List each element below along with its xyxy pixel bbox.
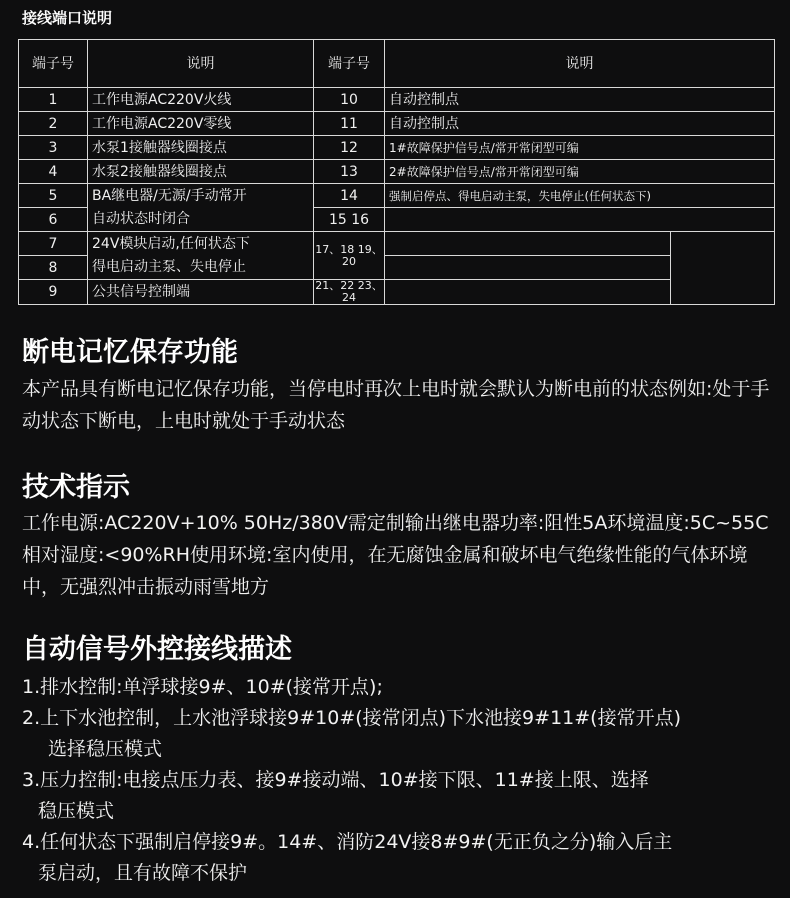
terminal-desc bbox=[385, 280, 671, 305]
list-item bbox=[22, 703, 787, 765]
terminal-desc: 自动控制点 bbox=[385, 88, 775, 112]
page-title: 接线端口说明 bbox=[22, 9, 113, 27]
terminal-num: 11 bbox=[314, 112, 385, 136]
list-item bbox=[22, 827, 787, 889]
terminal-num: 21、22 23、24 bbox=[315, 279, 383, 304]
terminal-desc: 强制启停点、得电启动主泵，失电停止(任何状态下) bbox=[385, 184, 775, 208]
terminal-extra-cell bbox=[671, 232, 775, 305]
table-row bbox=[19, 208, 775, 232]
terminal-num: 4 bbox=[19, 160, 88, 184]
auto-wiring-list bbox=[22, 672, 787, 889]
terminal-desc bbox=[385, 208, 775, 232]
header-terminal-right: 端子号 bbox=[314, 40, 385, 88]
terminal-desc: 公共信号控制端 bbox=[88, 280, 314, 305]
table-header-row bbox=[19, 40, 775, 88]
terminal-num: 17、18 19、20 bbox=[314, 232, 385, 280]
table-row bbox=[19, 232, 775, 256]
table-row bbox=[19, 280, 775, 305]
terminal-desc bbox=[385, 256, 671, 280]
list-item bbox=[22, 765, 787, 827]
terminal-num: 12 bbox=[314, 136, 385, 160]
terminal-num: 2 bbox=[19, 112, 88, 136]
terminal-desc: 得电启动主泵、失电停止 bbox=[88, 256, 314, 280]
list-item-continuation: 稳压模式 bbox=[38, 800, 115, 822]
terminal-num: 8 bbox=[19, 256, 88, 280]
list-item-line: 4.任何状态下强制启停接9#。14#、消防24V接8#9#(无正负之分)输入后主 bbox=[22, 831, 673, 853]
terminal-num: 14 bbox=[314, 184, 385, 208]
terminal-desc: 水泵1接触器线圈接点 bbox=[88, 136, 314, 160]
terminal-desc: 自动状态时闭合 bbox=[88, 208, 314, 232]
header-desc-right: 说明 bbox=[385, 40, 775, 88]
terminal-num: 10 bbox=[314, 88, 385, 112]
terminal-port-table bbox=[18, 39, 775, 305]
list-item-line: 3.压力控制:电接点压力表、接9#接动端、10#接下限、11#接上限、选择 bbox=[22, 769, 649, 791]
terminal-desc: 工作电源AC220V零线 bbox=[88, 112, 314, 136]
table-row bbox=[19, 256, 775, 280]
terminal-desc bbox=[385, 232, 671, 256]
terminal-num: 5 bbox=[19, 184, 88, 208]
list-item-continuation: 选择稳压模式 bbox=[48, 738, 163, 760]
terminal-desc: 2#故障保护信号点/常开常闭型可编 bbox=[385, 160, 775, 184]
tech-section-text: 工作电源:AC220V+10% 50Hz/380V需定制输出继电器功率:阻性5A环境温度:5C~55C相对湿度:<90%RH使用环境:室内使用，在无腐蚀金属和破坏电气绝缘性能的气体环境中，无强烈冲击振动雨雪地方 bbox=[22, 512, 769, 598]
terminal-num: 3 bbox=[19, 136, 88, 160]
terminal-num: 15 16 bbox=[314, 208, 385, 232]
list-item-continuation: 泵启动，且有故障不保护 bbox=[38, 862, 248, 884]
list-item-line: 2.上下水池控制，上水池浮球接9#10#(接常闭点)下水池接9#11#(接常开点) bbox=[22, 707, 681, 729]
terminal-num: 7 bbox=[19, 232, 88, 256]
table-row bbox=[19, 160, 775, 184]
header-terminal-left: 端子号 bbox=[19, 40, 88, 88]
terminal-num: 6 bbox=[19, 208, 88, 232]
terminal-num: 13 bbox=[314, 160, 385, 184]
list-item: 1.排水控制:单浮球接9#、10#(接常开点); bbox=[22, 676, 383, 698]
terminal-desc: BA继电器/无源/手动常开 bbox=[88, 184, 314, 208]
table-row bbox=[19, 184, 775, 208]
terminal-desc: 24V模块启动,任何状态下 bbox=[88, 232, 314, 256]
table-row bbox=[19, 88, 775, 112]
memory-section-title: 断电记忆保存功能 bbox=[22, 337, 238, 368]
terminal-num: 9 bbox=[19, 280, 88, 305]
terminal-desc: 水泵2接触器线圈接点 bbox=[88, 160, 314, 184]
header-desc-left: 说明 bbox=[88, 40, 314, 88]
auto-section-title: 自动信号外控接线描述 bbox=[22, 634, 292, 665]
table-row bbox=[19, 112, 775, 136]
terminal-desc: 工作电源AC220V火线 bbox=[88, 88, 314, 112]
terminal-num: 1 bbox=[19, 88, 88, 112]
tech-section-title: 技术指示 bbox=[22, 472, 130, 503]
terminal-desc: 自动控制点 bbox=[385, 112, 775, 136]
table-row bbox=[19, 136, 775, 160]
terminal-desc: 1#故障保护信号点/常开常闭型可编 bbox=[385, 136, 775, 160]
memory-section-text: 本产品具有断电记忆保存功能，当停电时再次上电时就会默认为断电前的状态例如:处于手动状态下断电，上电时就处于手动状态 bbox=[22, 378, 770, 432]
